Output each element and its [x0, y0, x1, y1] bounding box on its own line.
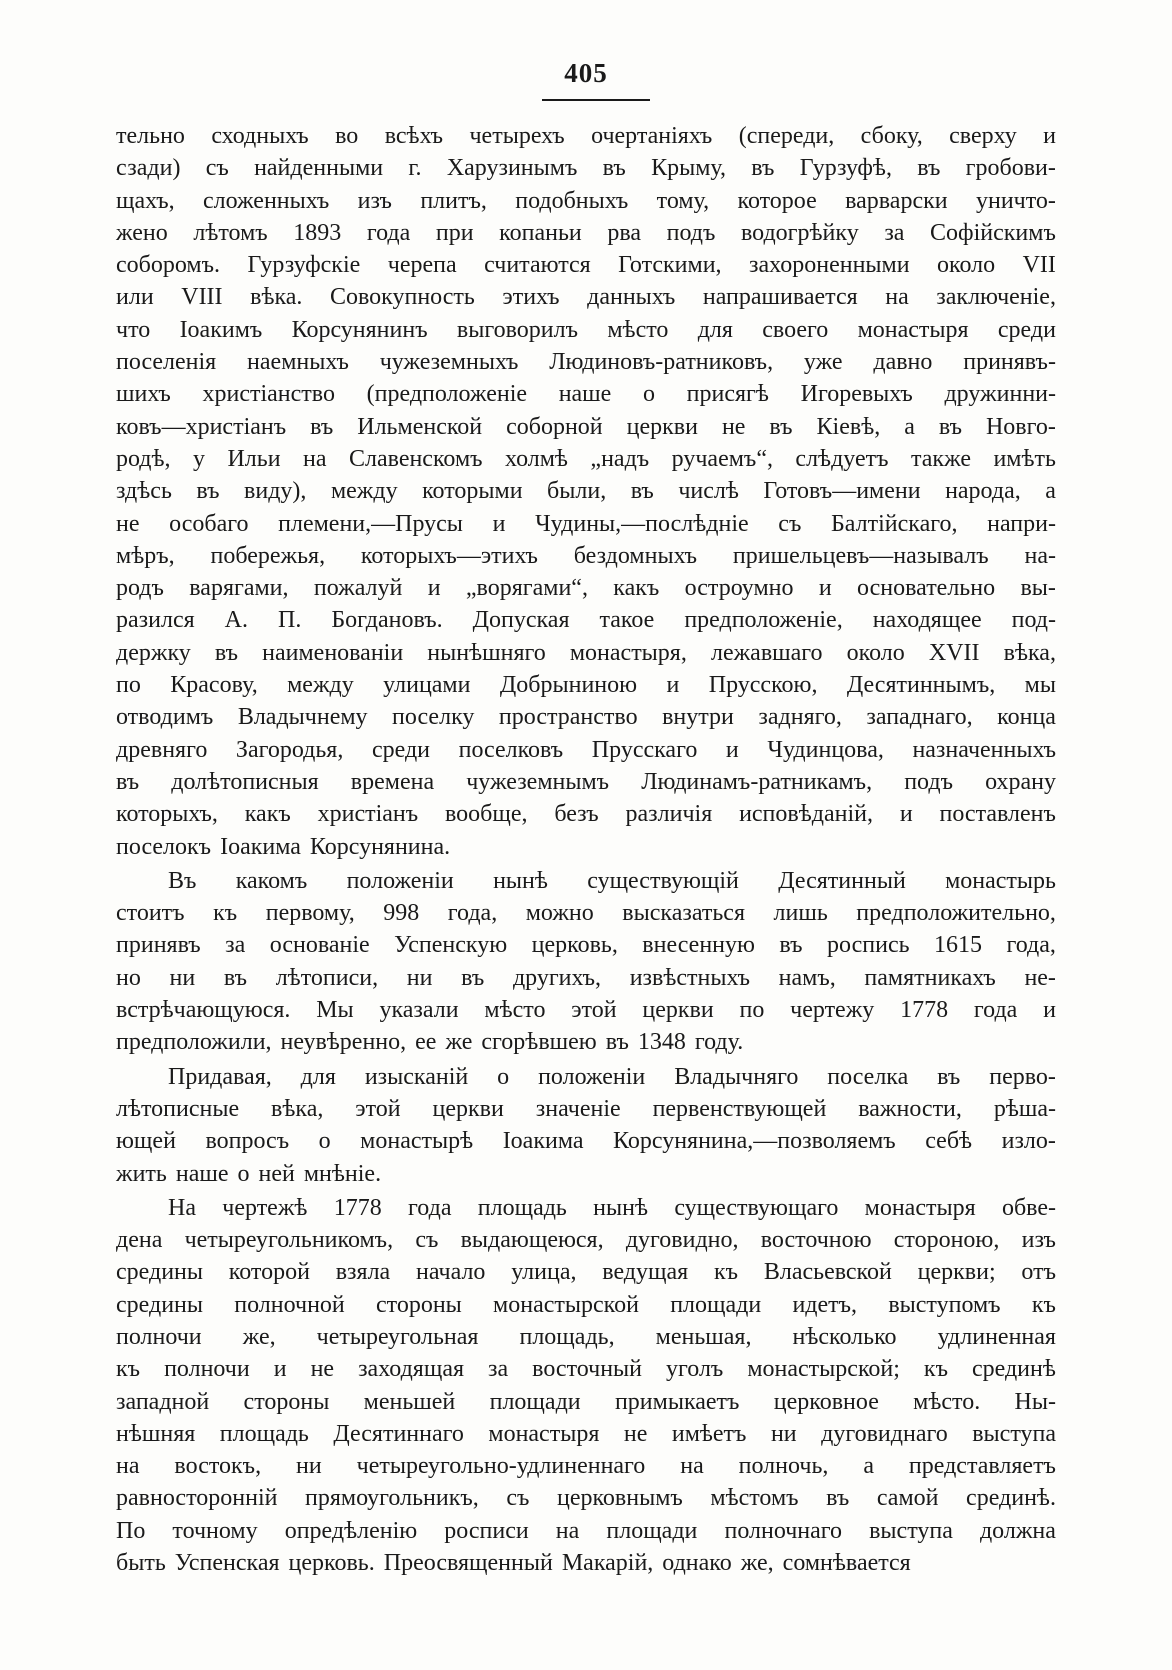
text-line: древняго Загородья, среди поселковъ Прусскаго и Чудинцова, назначенныхъ [116, 736, 1056, 763]
text-line: ющей вопросъ о монастырѣ Іоакима Корсунянина,—позволяемъ себѣ изло- [116, 1128, 1056, 1155]
text-line: не особаго племени,—Прусы и Чудины,—послѣдніе съ Балтійскаго, напри- [116, 510, 1056, 537]
text-line: быть Успенская церковь. Преосвященный Макарій, однако же, сомнѣвается [116, 1550, 911, 1577]
text-line: На чертежѣ 1778 года площадь нынѣ существующаго монастыря обве- [168, 1194, 1056, 1221]
text-line: ковъ—христіанъ въ Ильменской соборной церкви не въ Кіевѣ, а въ Новго- [116, 413, 1056, 440]
text-line: которыхъ, какъ христіанъ вообще, безъ различія исповѣданій, и поставленъ [116, 801, 1056, 828]
text-line: стоитъ къ первому, 998 года, можно высказаться лишь предположительно, [116, 900, 1056, 927]
text-line: здѣсь въ виду), между которыми были, въ числѣ Готовъ—имени народа, а [116, 478, 1056, 505]
text-line: жено лѣтомъ 1893 года при копаньи рва подъ водогрѣйку за Софійскимъ [116, 219, 1056, 246]
text-line: шихъ христіанство (предположеніе наше о присягѣ Игоревыхъ дружинни- [116, 381, 1056, 408]
text-line: на востокъ, ни четыреугольно-удлиненнаго на полночь, а представляетъ [116, 1453, 1056, 1480]
text-line: держку въ наименованіи нынѣшняго монастыря, лежавшаго около XVII вѣка, [116, 639, 1056, 666]
text-line: По точному опредѣленію росписи на площади полночнаго выступа должна [116, 1517, 1056, 1544]
text-line: дена четыреугольникомъ, съ выдающеюся, дуговидно, восточною стороною, изъ [116, 1227, 1056, 1254]
text-line: въ долѣтописныя времена чужеземнымъ Людинамъ-ратникамъ, подъ охрану [116, 768, 1056, 795]
text-line: средины полночной стороны монастырской площади идетъ, выступомъ къ [116, 1291, 1056, 1318]
text-line: тельно сходныхъ во всѣхъ четырехъ очертаніяхъ (спереди, сбоку, сверху и [116, 123, 1056, 149]
text-line: мѣръ, побережья, которыхъ—этихъ бездомныхъ пришельцевъ—называлъ на- [116, 542, 1056, 569]
paragraph [116, 120, 1056, 863]
text-line: что Іоакимъ Корсунянинъ выговорилъ мѣсто для своего монастыря среди [116, 316, 1056, 343]
text-line: равносторонній прямоугольникъ, съ церковнымъ мѣстомъ въ самой срединѣ. [116, 1485, 1056, 1512]
paragraph [116, 865, 1056, 1059]
text-line: поселокъ Іоакима Корсунянина. [116, 833, 451, 860]
text-line: сзади) съ найденными г. Харузинымъ въ Крыму, въ Гурзуфѣ, въ гробови- [116, 155, 1056, 182]
page-number: 405 [564, 58, 608, 88]
text-line: лѣтописные вѣка, этой церкви значеніе первенствующей важности, рѣша- [116, 1095, 1056, 1122]
text-line: но ни въ лѣтописи, ни въ другихъ, извѣстныхъ намъ, памятникахъ не- [116, 964, 1056, 991]
paragraph [116, 1061, 1056, 1190]
text-line: нѣшняя площадь Десятиннаго монастыря не имѣетъ ни дуговиднаго выступа [116, 1420, 1056, 1447]
text-line: по Красову, между улицами Добрыниною и Прусскою, Десятиннымъ, мы [116, 672, 1056, 699]
text-line: или VIII вѣка. Совокупность этихъ данныхъ напрашивается на заключеніе, [116, 284, 1056, 311]
text-line: къ полночи и не заходящая за восточный уголъ монастырской; къ срединѣ [116, 1356, 1056, 1383]
header-rule [542, 99, 650, 101]
text-line: родъ варягами, пожалуй и „ворягами“, какъ остроумно и основательно вы- [116, 575, 1056, 602]
text-line: западной стороны меньшей площади примыкаетъ церковное мѣсто. Ны- [116, 1388, 1056, 1415]
text-line: жить наше о ней мнѣніе. [116, 1160, 382, 1187]
text-line: Въ какомъ положеніи нынѣ существующій Десятинный монастырь [168, 867, 1056, 894]
text-line: Придавая, для изысканій о положеніи Владычняго поселка въ перво- [168, 1063, 1056, 1090]
text-line: предположили, неувѣренно, ее же сгорѣвшею въ 1348 году. [116, 1029, 744, 1056]
body-text [116, 120, 1056, 1579]
text-line: средины которой взяла начало улица, ведущая къ Власьевской церкви; отъ [116, 1259, 1056, 1286]
text-line: щахъ, сложенныхъ изъ плитъ, подобныхъ тому, которое варварски уничто- [116, 187, 1056, 214]
paragraph [116, 1192, 1056, 1580]
text-line: разился А. П. Богдановъ. Допуская такое предположеніе, находящее под- [116, 607, 1056, 634]
text-line: отводимъ Владычнему поселку пространство внутри задняго, западнаго, конца [116, 704, 1056, 731]
text-line: полночи же, четыреугольная площадь, меньшая, нѣсколько удлиненная [116, 1323, 1056, 1350]
text-line: соборомъ. Гурзуфскіе черепа считаются Готскими, захороненными около VII [116, 252, 1056, 279]
text-line: встрѣчающуюся. Мы указали мѣсто этой церкви по чертежу 1778 года и [116, 997, 1056, 1024]
text-line: поселенія наемныхъ чужеземныхъ Людиновъ-ратниковъ, уже давно принявъ- [116, 349, 1056, 376]
text-line: родѣ, у Ильи на Славенскомъ холмѣ „надъ ручаемъ“, слѣдуетъ также имѣть [116, 445, 1056, 472]
text-line: принявъ за основаніе Успенскую церковь, внесенную въ роспись 1615 года, [116, 932, 1056, 959]
